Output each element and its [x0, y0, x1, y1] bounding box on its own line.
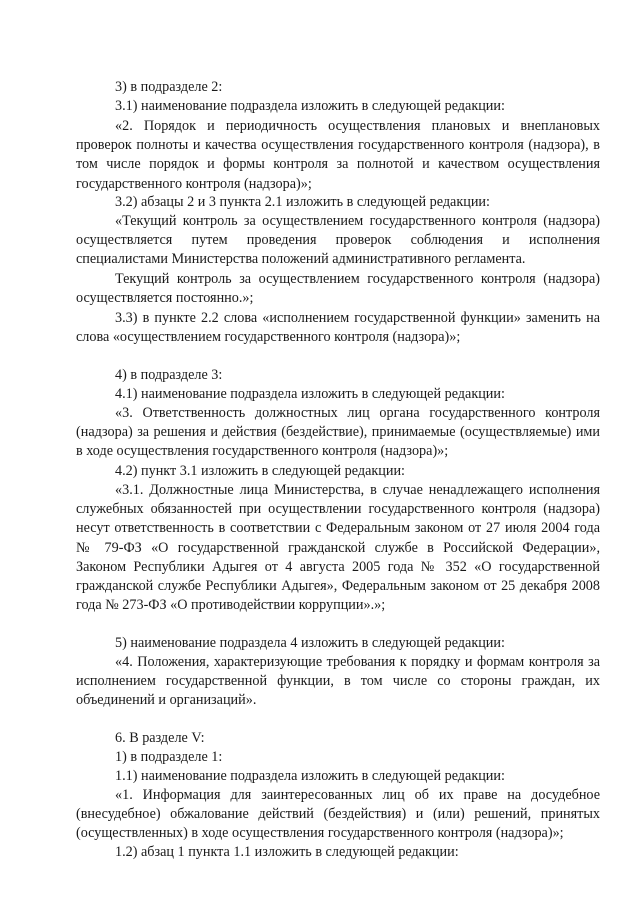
paragraph: 4.2) пункт 3.1 изложить в следующей редакции:	[115, 463, 405, 479]
paragraph: 3.3) в пункте 2.2 слова «исполнением государственной функции» заменить на слова «осуществлением государственного контроля (надзора)»;	[76, 310, 600, 346]
paragraph: 3.2) абзацы 2 и 3 пункта 2.1 изложить в следующей редакции:	[115, 194, 490, 210]
paragraph: 1) в подразделе 1:	[115, 749, 223, 765]
paragraph: 3) в подразделе 2:	[115, 79, 223, 95]
paragraph: Текущий контроль за осуществлением государственного контроля (надзора) осуществляется постоянно.»;	[76, 271, 600, 307]
paragraph: «4. Положения, характеризующие требования к порядку и формам контроля за исполнением государственной функции, в том числе со стороны граждан, их объединений и организаций».	[76, 654, 600, 709]
paragraph: 1.2) абзац 1 пункта 1.1 изложить в следующей редакции:	[115, 844, 459, 860]
paragraph: 4.1) наименование подраздела изложить в следующей редакции:	[115, 386, 505, 402]
paragraph: 5) наименование подраздела 4 изложить в следующей редакции:	[115, 635, 505, 651]
paragraph: 4) в подразделе 3:	[115, 367, 223, 383]
paragraph: «1. Информация для заинтересованных лиц об их праве на досудебное (внесудебное) обжалование действий (бездействия) и (или) решений, принятых (осуществленных) в ходе осуществления государственного контроля (надзора)»;	[76, 787, 600, 842]
paragraph: 1.1) наименование подраздела изложить в следующей редакции:	[115, 768, 505, 784]
paragraph: 6. В разделе V:	[115, 730, 205, 746]
paragraph: 3.1) наименование подраздела изложить в следующей редакции:	[115, 98, 505, 114]
paragraph: «2. Порядок и периодичность осуществления плановых и внеплановых проверок полноты и качества осуществления государственного контроля (надзора), в том числе порядок и формы контроля за полнотой и качеством осуществления государственного контроля (надзора)»;	[76, 118, 600, 192]
paragraph: «3. Ответственность должностных лиц органа государственного контроля (надзора) за решения и действия (бездействие), принимаемые (осуществляемые) ими в ходе осуществления государственного контроля (надзора)»;	[76, 405, 600, 460]
paragraph: «3.1. Должностные лица Министерства, в случае ненадлежащего исполнения служебных обязанностей при осуществлении государственного контроля (надзора) несут ответственность в соответствии с Федеральным законом от 27 июля 2004 года № 79-ФЗ «О государственной гражданской службе в Российской Федерации», Законом Республики Адыгея от 4 августа 2005 года № 352 «О государственной гражданской службе Республики Адыгея», Федеральным законом от 25 декабря 2008 года № 273-ФЗ «О противодействии коррупции».»;	[76, 482, 600, 614]
paragraph: «Текущий контроль за осуществлением государственного контроля (надзора) осуществляется путем проведения проверок соблюдения и исполнения специалистами Министерства положений административного регламента.	[76, 213, 600, 268]
